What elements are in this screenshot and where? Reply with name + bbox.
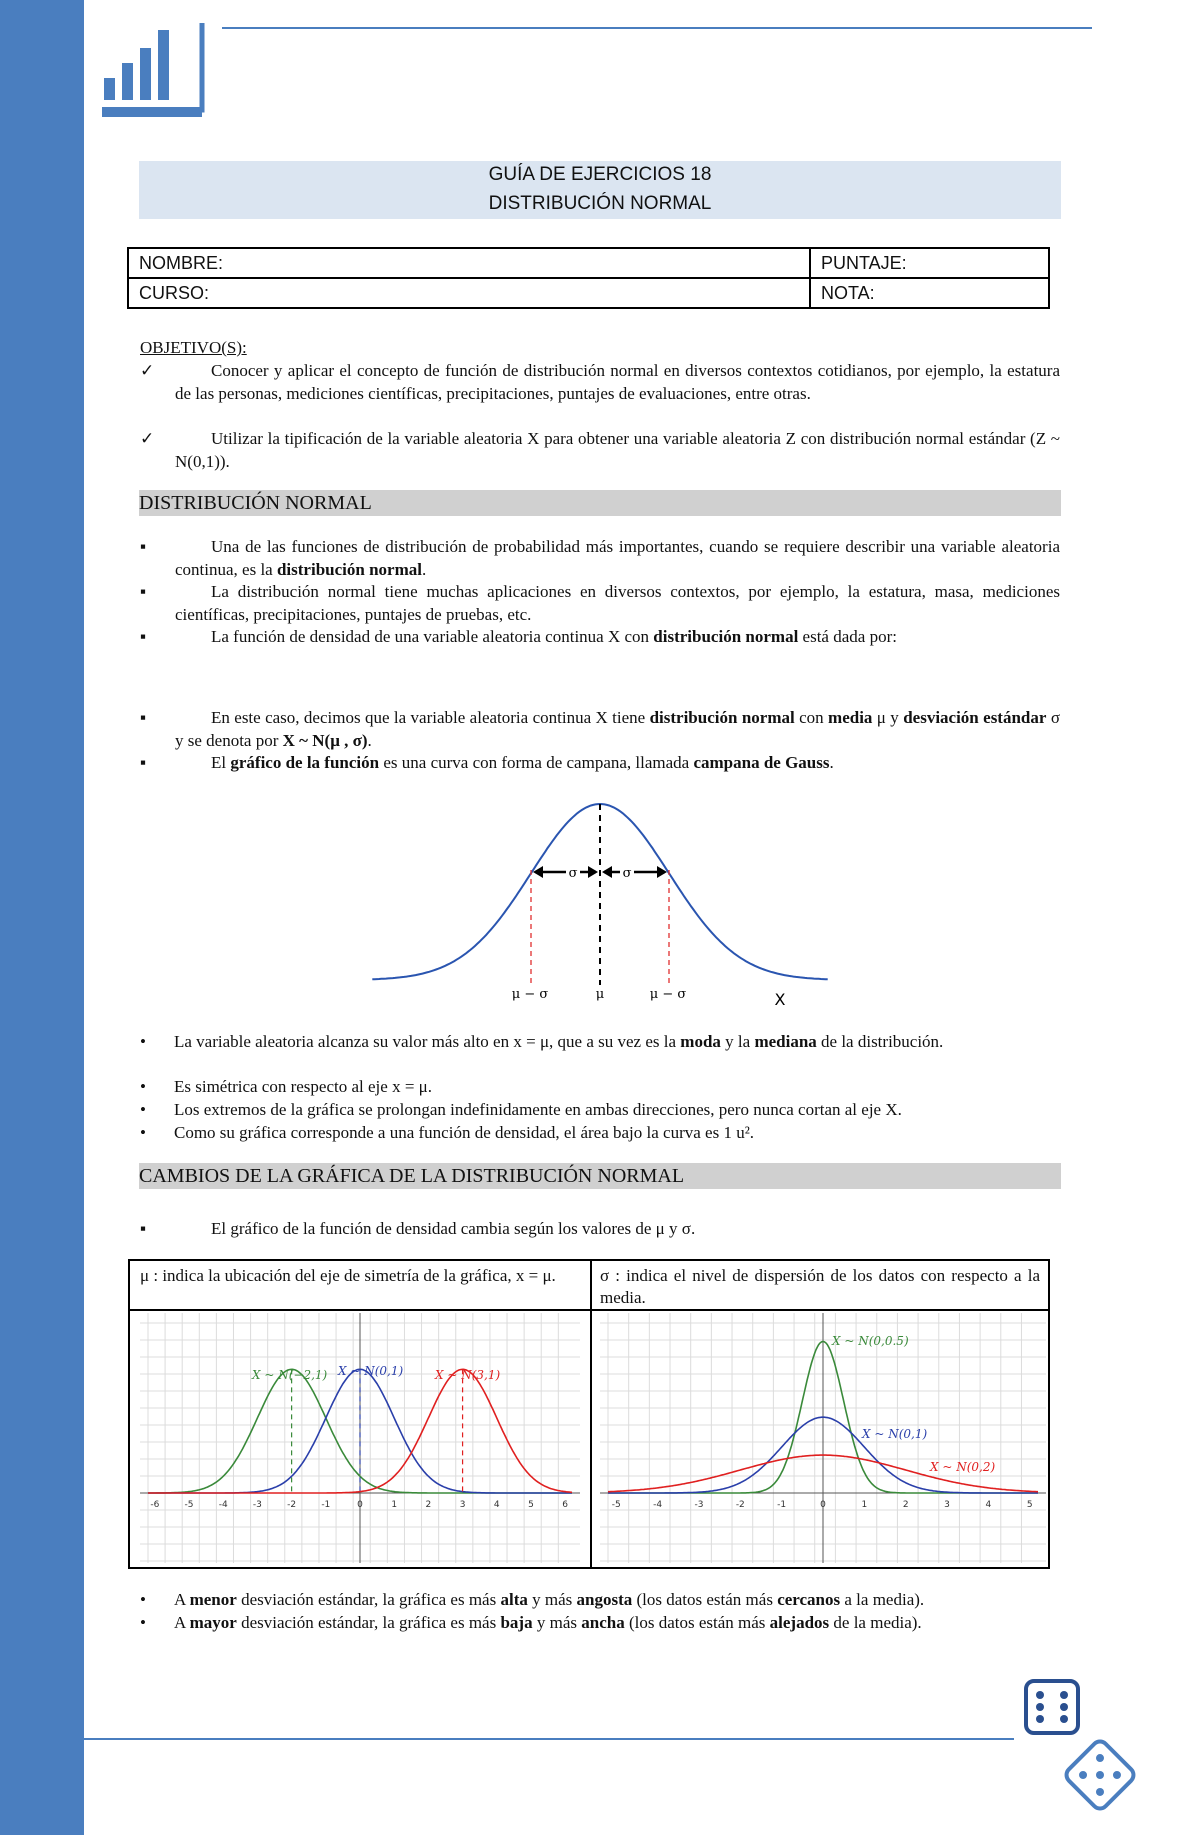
bullet: ▪ bbox=[140, 1219, 147, 1238]
tick-label: 6 bbox=[562, 1500, 569, 1510]
tick-label: -5 bbox=[184, 1500, 194, 1510]
axis-label-x: X bbox=[774, 990, 786, 1009]
bar-chart-logo-icon bbox=[100, 18, 210, 128]
title-line-2: DISTRIBUCIÓN NORMAL bbox=[488, 193, 712, 214]
tick-label: 2 bbox=[902, 1500, 909, 1510]
conclusion-2: • A mayor desviación estándar, la gráfica es más baja y más ancha (los datos están más alejados de la media). bbox=[140, 1612, 1060, 1635]
table-divider-horizontal bbox=[130, 1309, 1048, 1311]
tick-label: -6 bbox=[150, 1500, 160, 1510]
comparison-table bbox=[128, 1259, 1050, 1569]
bullet: • bbox=[140, 1123, 146, 1142]
nombre-field[interactable]: NOMBRE: bbox=[128, 248, 810, 278]
objective-2-text: Utilizar la tipificación de la variable aleatoria X para obtener una variable aleatoria Z con distribución normal estándar (Z ~ N(0,1)). bbox=[175, 429, 1060, 471]
objective-item-2 bbox=[140, 428, 1060, 473]
section-header-normal: DISTRIBUCIÓN NORMAL bbox=[139, 490, 1061, 516]
paragraph-4: ▪ En este caso, decimos que la variable aleatoria continua X tiene distribución normal con media μ y desviación estándar σ y se denota por X ~ N(μ , σ). bbox=[140, 708, 1060, 750]
bottom-rule bbox=[84, 1738, 1014, 1740]
bullet: ▪ bbox=[140, 627, 147, 646]
sigma-description: σ : indica el nivel de dispersión de los datos con respecto a la media. bbox=[600, 1266, 1040, 1307]
tick-label-mu-sigma-right: μ − σ bbox=[649, 987, 687, 1002]
tick-label: 3 bbox=[459, 1500, 466, 1510]
tick-label: -2 bbox=[735, 1500, 745, 1510]
left-sidebar-band bbox=[0, 0, 84, 1835]
paragraph-changes: ▪ El gráfico de la función de densidad cambia según los valores de μ y σ. bbox=[140, 1218, 1060, 1241]
tick-label: -5 bbox=[611, 1500, 621, 1510]
objective-1-text: Conocer y aplicar el concepto de función de distribución normal en diversos contextos cotidianos, por ejemplo, la estatura de las personas, mediciones científicas, precipitaciones, puntajes de evaluaciones, entre otras. bbox=[175, 361, 1060, 403]
paragraph-2: ▪ La distribución normal tiene muchas aplicaciones en diversos contextos, por ejemplo, la estatura, masa, mediciones científicas, precipitaciones, puntajes de pruebas, etc. bbox=[140, 582, 1060, 624]
tick-label-mu: μ bbox=[595, 987, 605, 1002]
objectives-title: OBJETIVO(S): bbox=[140, 338, 247, 357]
bullet: • bbox=[140, 1032, 146, 1051]
tick-label: 5 bbox=[528, 1500, 534, 1510]
property-1: • La variable aleatoria alcanza su valor más alto en x = μ, que a su vez es la moda y la mediana de la distribución. bbox=[140, 1031, 1060, 1054]
tick-label: 0 bbox=[357, 1500, 363, 1510]
bullet: • bbox=[140, 1100, 146, 1119]
tick-label: -4 bbox=[653, 1500, 663, 1510]
tick-label: -4 bbox=[218, 1500, 228, 1510]
tick-label: -2 bbox=[287, 1500, 297, 1510]
mu-description: μ : indica la ubicación del eje de simetría de la gráfica, x = μ. bbox=[140, 1266, 556, 1285]
curve-label: X ~ N(0,2) bbox=[930, 1460, 996, 1474]
mean-shift-plot bbox=[140, 1313, 580, 1563]
bullet: ▪ bbox=[140, 708, 147, 727]
property-2: • Es simétrica con respecto al eje x = μ. bbox=[140, 1076, 1060, 1099]
bullet: • bbox=[140, 1077, 146, 1096]
tick-label: 2 bbox=[425, 1500, 432, 1510]
property-4: • Como su gráfica corresponde a una función de densidad, el área bajo la curva es 1 u². bbox=[140, 1122, 1060, 1145]
nota-field[interactable]: NOTA: bbox=[810, 278, 1049, 308]
spread-change-plot bbox=[600, 1313, 1046, 1563]
curso-field[interactable]: CURSO: bbox=[128, 278, 810, 308]
tick-label: 4 bbox=[985, 1500, 992, 1510]
sigma-label-left: σ bbox=[568, 866, 578, 881]
checkmark-icon: ✓ bbox=[140, 429, 155, 448]
title-box bbox=[139, 161, 1061, 219]
section-header-changes: CAMBIOS DE LA GRÁFICA DE LA DISTRIBUCIÓN NORMAL bbox=[139, 1163, 1061, 1189]
tick-label: -1 bbox=[321, 1500, 331, 1510]
paragraph-5: ▪ El gráfico de la función es una curva con forma de campana, llamada campana de Gauss. bbox=[140, 752, 1060, 775]
checkmark-icon: ✓ bbox=[140, 361, 155, 380]
property-3: • Los extremos de la gráfica se prolongan indefinidamente en ambas direcciones, pero nunca cortan al eje X. bbox=[140, 1099, 1060, 1122]
table-divider-vertical bbox=[590, 1261, 592, 1567]
tick-label-mu-minus-sigma: μ − σ bbox=[511, 987, 549, 1002]
paragraph-3: ▪ La función de densidad de una variable aleatoria continua X con distribución normal está dada por: bbox=[140, 626, 1060, 649]
sigma-label-right: σ bbox=[622, 866, 632, 881]
tick-label: 3 bbox=[944, 1500, 950, 1510]
curve-label: X ~ N(0,0.5) bbox=[832, 1334, 909, 1348]
paragraph-1: ▪ Una de las funciones de distribución de probabilidad más importantes, cuando se requiere describir una variable aleatoria continua, es la distribución normal. bbox=[140, 537, 1060, 579]
dice-icon bbox=[1020, 1675, 1140, 1825]
tick-label: -3 bbox=[694, 1500, 704, 1510]
top-rule bbox=[222, 27, 1092, 29]
bullet: • bbox=[140, 1613, 146, 1632]
title-line-1: GUÍA DE EJERCICIOS 18 bbox=[488, 164, 712, 185]
tick-label: 1 bbox=[391, 1500, 398, 1510]
curve-label: X ~ N(0,1) bbox=[338, 1364, 404, 1378]
conclusion-1: • A menor desviación estándar, la gráfica es más alta y más angosta (los datos están más cercanos a la media). bbox=[140, 1589, 1060, 1612]
curve-label: X ~ N(0,1) bbox=[862, 1427, 928, 1441]
bullet: ▪ bbox=[140, 753, 147, 772]
bullet: • bbox=[140, 1590, 146, 1609]
puntaje-field[interactable]: PUNTAJE: bbox=[810, 248, 1049, 278]
bullet: ▪ bbox=[140, 537, 147, 556]
tick-label: 0 bbox=[820, 1500, 826, 1510]
curve-label: X ~ N(3,1) bbox=[435, 1368, 501, 1382]
tick-label: 4 bbox=[493, 1500, 500, 1510]
objective-item-1 bbox=[140, 360, 1060, 405]
bullet: ▪ bbox=[140, 582, 147, 601]
tick-label: 1 bbox=[861, 1500, 868, 1510]
gauss-bell-curve-diagram bbox=[370, 790, 830, 1015]
student-info-table bbox=[127, 247, 1050, 309]
tick-label: -3 bbox=[252, 1500, 262, 1510]
tick-label: 5 bbox=[1026, 1500, 1033, 1510]
tick-label: -1 bbox=[777, 1500, 787, 1510]
curve-label: X ~ N(−2,1) bbox=[252, 1368, 328, 1382]
